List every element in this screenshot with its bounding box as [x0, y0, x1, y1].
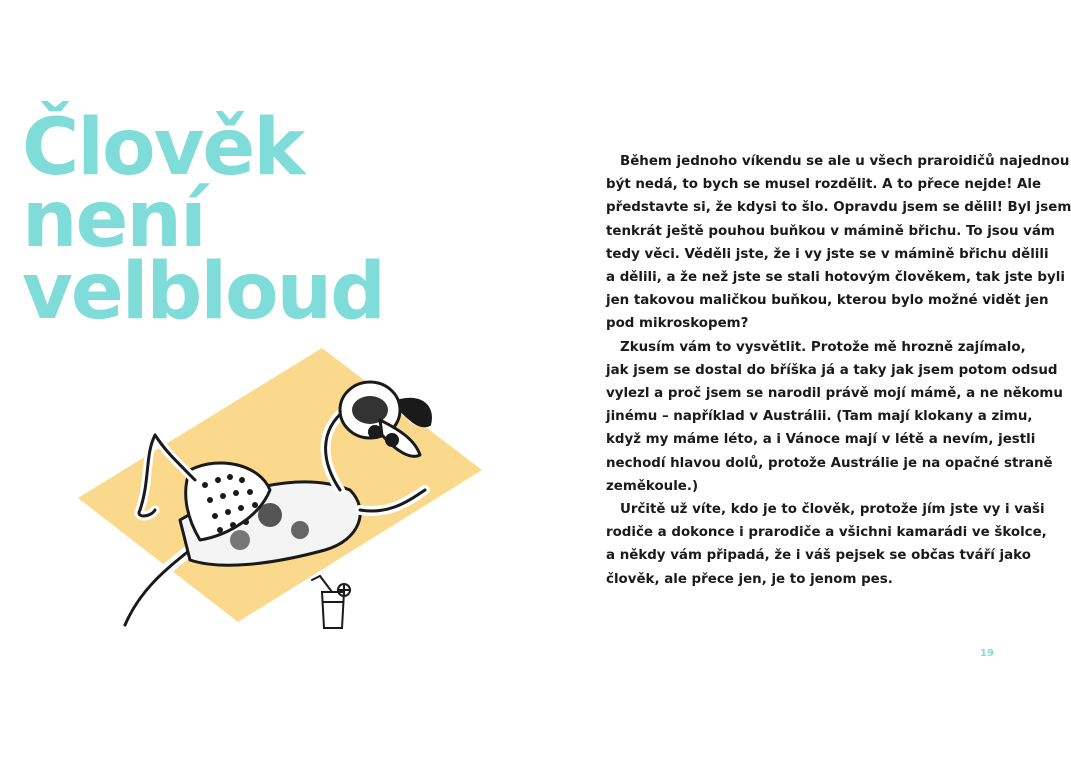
drink-glass-icon: [312, 576, 350, 628]
chapter-title: [22, 103, 385, 337]
body-text-line: pod mikroskopem?: [606, 316, 749, 332]
body-text-line: tenkrát ještě pouhou buňkou v mámině břichu. To jsou vám: [606, 223, 1055, 239]
body-text-line: člověk, ale přece jen, je to jenom pes.: [606, 571, 893, 587]
body-text-line: když my máme léto, a i Vánoce mají v létě a nevím, jestli: [606, 432, 1036, 448]
chapter-title-line: není: [22, 175, 205, 265]
chapter-title-line: velbloud: [22, 247, 385, 337]
body-text-line: zeměkoule.): [606, 478, 699, 494]
page-number: 19: [980, 648, 994, 659]
body-text-line: nechodí hlavou dolů, protože Austrálie je na opačné straně: [606, 455, 1053, 471]
body-text-line: Určitě už víte, kdo je to člověk, protože jím jste vy i vaši: [620, 502, 1045, 518]
body-text-line: jen takovou maličkou buňkou, kterou bylo možné vidět jen: [606, 293, 1049, 309]
body-text-line: jak jsem se dostal do bříška já a taky jak jsem potom odsud: [606, 362, 1058, 378]
body-text-line: být nedá, to bych se musel rozdělit. A to přece nejde! Ale: [606, 177, 1042, 193]
chapter-title-line: Člověk: [22, 103, 304, 193]
body-text-line: tedy věci. Věděli jste, že i vy jste se v mámině břichu dělili: [606, 246, 1049, 262]
body-text: [606, 150, 1071, 591]
body-text-line: vylezl a proč jsem se narodil právě mojí mámě, a ne někomu: [606, 386, 1063, 402]
body-text-line: a někdy vám připadá, že i váš pejsek se občas tváří jako: [606, 548, 1031, 564]
body-text-line: jinému – například v Austrálii. (Tam mají klokany a zimu,: [606, 409, 1033, 425]
dog-sunbathing-illustration: [70, 340, 490, 640]
body-text-line: a dělili, a že než jste se stali hotovým člověkem, tak jste byli: [606, 270, 1065, 286]
body-text-line: rodiče a dokonce i prarodiče a všichni kamarádi ve školce,: [606, 525, 1047, 541]
body-text-line: Během jednoho víkendu se ale u všech praroidičů najednou: [620, 154, 1070, 169]
body-text-line: Zkusím vám to vysvětlit. Protože mě hrozně zajímalo,: [620, 339, 1026, 355]
body-text-line: představte si, že kdysi to šlo. Opravdu jsem se dělil! Byl jsem: [606, 200, 1071, 216]
